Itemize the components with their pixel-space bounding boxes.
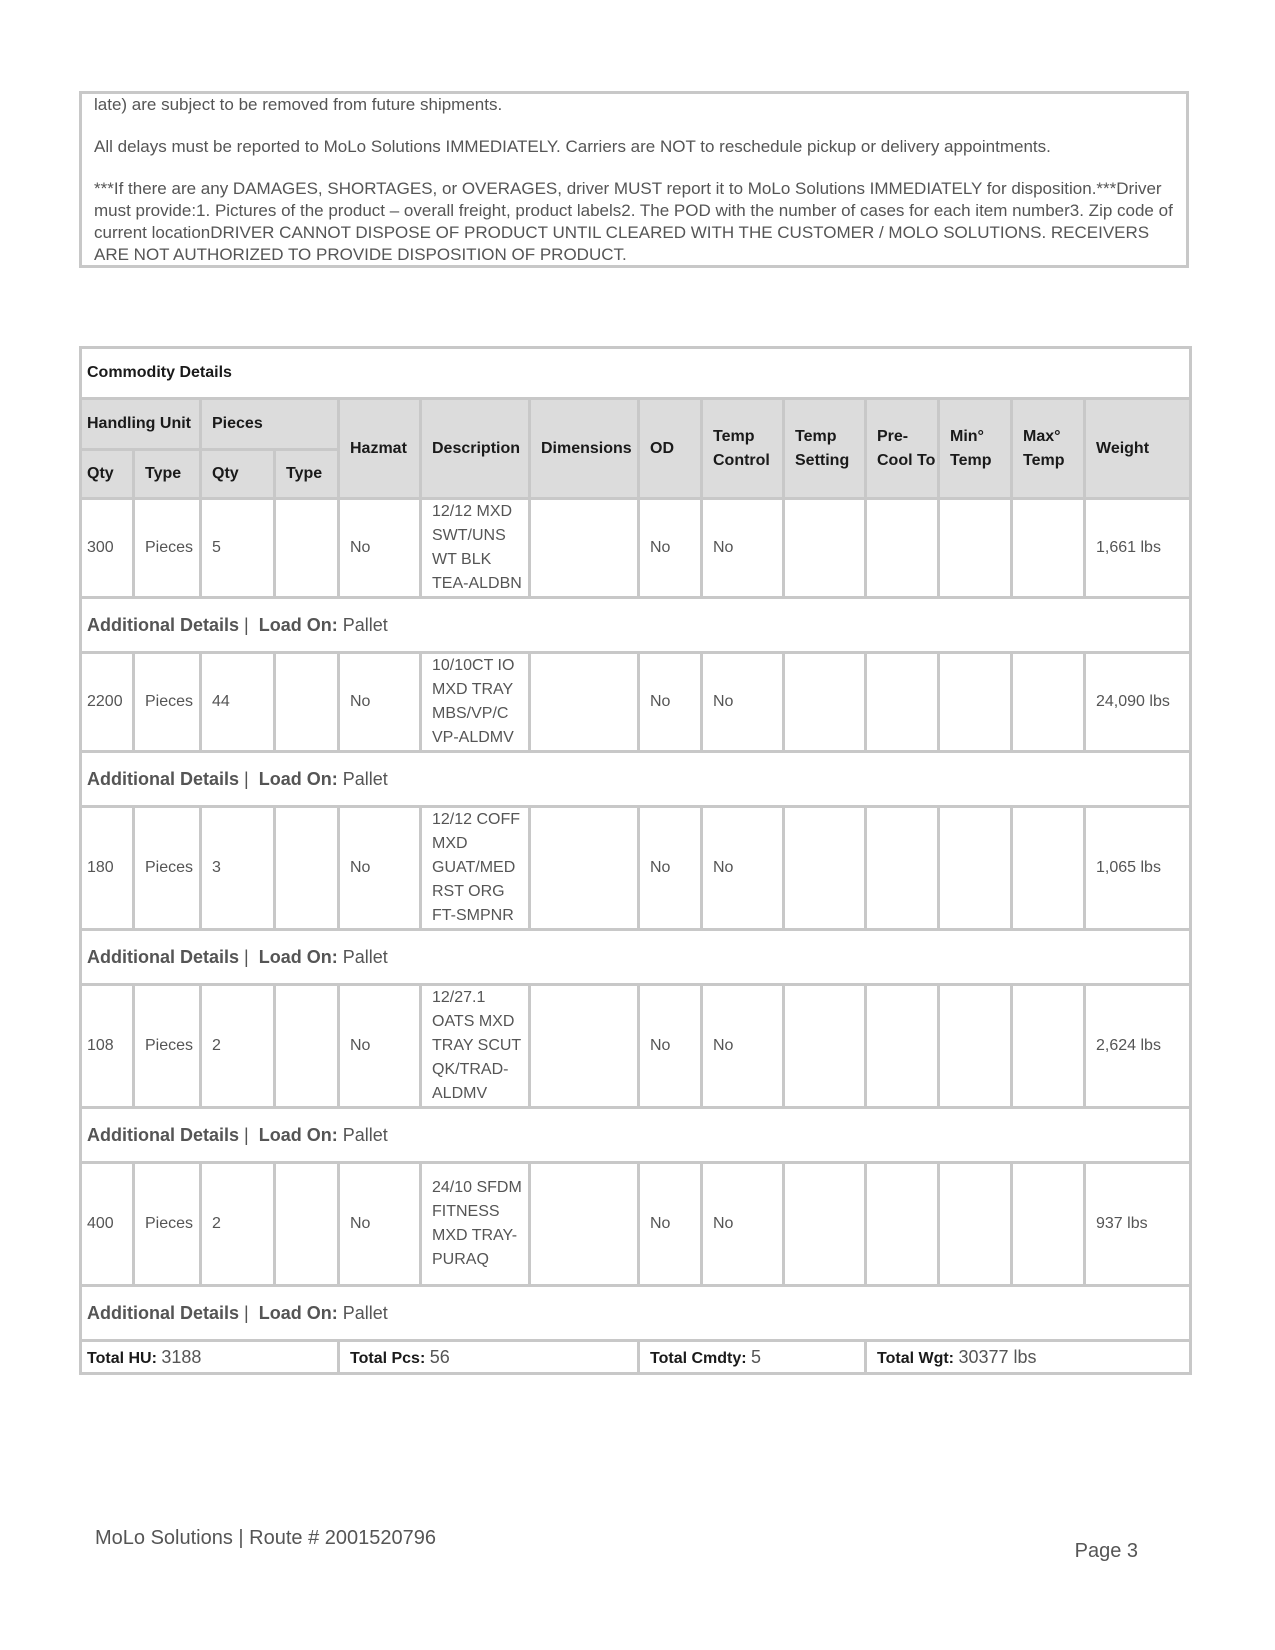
header-od: OD (639, 399, 702, 499)
cell-hu-type: Pieces (134, 985, 201, 1108)
commodity-row (81, 653, 1191, 752)
cell-temp-setting (784, 985, 866, 1108)
commodity-row (81, 807, 1191, 930)
total-hu-value: 3188 (161, 1346, 202, 1367)
load-on-value: Pallet (342, 1302, 388, 1323)
cell-description: 12/12 MXD SWT/UNS WT BLK TEA-ALDBN (421, 499, 530, 598)
cell-pcs-type (275, 499, 339, 598)
load-on-label: Load On: (258, 768, 338, 789)
additional-details-sep: | (244, 946, 249, 967)
cell-temp-control: No (702, 1163, 784, 1286)
additional-details-label: Additional Details (87, 946, 240, 967)
header-min-temp: Min° Temp (939, 399, 1012, 499)
total-pcs: Total Pcs: 56 (339, 1341, 639, 1374)
cell-hu-type: Pieces (134, 653, 201, 752)
cell-hazmat: No (339, 985, 421, 1108)
commodity-details-table (79, 346, 1192, 1375)
cell-pcs-type (275, 1163, 339, 1286)
additional-details-sep: | (244, 614, 249, 635)
header-pre-cool: Pre-Cool To (866, 399, 939, 499)
cell-hu-type: Pieces (134, 1163, 201, 1286)
cell-description: 12/27.1 OATS MXD TRAY SCUT QK/TRAD-ALDMV (421, 985, 530, 1108)
cell-temp-setting (784, 653, 866, 752)
cell-hazmat: No (339, 653, 421, 752)
cell-pcs-type (275, 807, 339, 930)
header-hazmat: Hazmat (339, 399, 421, 499)
cell-od: No (639, 653, 702, 752)
cell-pcs-qty: 44 (201, 653, 275, 752)
footer-page-number: Page 3 (1074, 1540, 1138, 1562)
cell-hu-qty: 180 (81, 807, 134, 930)
cell-temp-control: No (702, 499, 784, 598)
total-cmdty-value: 5 (751, 1346, 762, 1367)
load-on-label: Load On: (258, 1302, 338, 1323)
cell-weight: 1,661 lbs (1085, 499, 1191, 598)
additional-details-row (81, 1286, 1191, 1341)
header-pcs-type: Type (275, 450, 339, 499)
cell-dimensions (530, 985, 639, 1108)
cell-max-temp (1012, 1163, 1085, 1286)
header-hu-qty: Qty (81, 450, 134, 499)
cell-pcs-type (275, 985, 339, 1108)
commodity-row (81, 1163, 1191, 1286)
total-wgt: Total Wgt: 30377 lbs (866, 1341, 1191, 1374)
cell-pre-cool (866, 1163, 939, 1286)
cell-temp-control: No (702, 653, 784, 752)
cell-weight: 1,065 lbs (1085, 807, 1191, 930)
additional-details-row (81, 752, 1191, 807)
cell-dimensions (530, 807, 639, 930)
header-dimensions: Dimensions (530, 399, 639, 499)
cell-pcs-qty: 3 (201, 807, 275, 930)
header-weight: Weight (1085, 399, 1191, 499)
total-pcs-value: 56 (429, 1346, 450, 1367)
cell-weight: 24,090 lbs (1085, 653, 1191, 752)
load-on-label: Load On: (258, 1124, 338, 1145)
header-pieces: Pieces (201, 399, 339, 450)
cell-hu-type: Pieces (134, 499, 201, 598)
cell-temp-control: No (702, 807, 784, 930)
load-on-label: Load On: (258, 946, 338, 967)
header-hu-type: Type (134, 450, 201, 499)
commodity-details-title: Commodity Details (81, 348, 1191, 399)
cell-max-temp (1012, 499, 1085, 598)
cell-pcs-qty: 2 (201, 985, 275, 1108)
cell-hu-type: Pieces (134, 807, 201, 930)
cell-dimensions (530, 653, 639, 752)
cell-weight: 2,624 lbs (1085, 985, 1191, 1108)
cell-od: No (639, 985, 702, 1108)
cell-pre-cool (866, 653, 939, 752)
header-max-temp: Max° Temp (1012, 399, 1085, 499)
cell-hazmat: No (339, 499, 421, 598)
additional-details-label: Additional Details (87, 1124, 240, 1145)
cell-temp-control: No (702, 985, 784, 1108)
cell-pre-cool (866, 499, 939, 598)
cell-dimensions (530, 1163, 639, 1286)
additional-details-label: Additional Details (87, 768, 240, 789)
footer-route: MoLo Solutions | Route # 2001520796 (95, 1527, 437, 1549)
load-on-value: Pallet (342, 614, 388, 635)
cell-pcs-type (275, 653, 339, 752)
cell-temp-setting (784, 499, 866, 598)
cell-od: No (639, 499, 702, 598)
notice-box (79, 91, 1189, 268)
cell-temp-setting (784, 1163, 866, 1286)
header-temp-setting: Temp Setting (784, 399, 866, 499)
additional-details-label: Additional Details (87, 1302, 240, 1323)
notice-line-1: late) are subject to be removed from future shipments. (94, 95, 503, 114)
additional-details-row (81, 1108, 1191, 1163)
cell-hu-qty: 400 (81, 1163, 134, 1286)
cell-pre-cool (866, 807, 939, 930)
cell-min-temp (939, 1163, 1012, 1286)
cell-max-temp (1012, 653, 1085, 752)
cell-min-temp (939, 985, 1012, 1108)
cell-od: No (639, 1163, 702, 1286)
additional-details-sep: | (244, 768, 249, 789)
total-hu: Total HU: 3188 (81, 1341, 339, 1374)
load-on-value: Pallet (342, 768, 388, 789)
header-description: Description (421, 399, 530, 499)
cell-hazmat: No (339, 807, 421, 930)
total-wgt-value: 30377 lbs (958, 1346, 1037, 1367)
commodity-row (81, 985, 1191, 1108)
cell-min-temp (939, 653, 1012, 752)
additional-details-row (81, 598, 1191, 653)
notice-line-2: All delays must be reported to MoLo Solutions IMMEDIATELY. Carriers are NOT to reschedule pickup or delivery appointments. (94, 137, 1051, 156)
load-on-label: Load On: (258, 614, 338, 635)
cell-pre-cool (866, 985, 939, 1108)
additional-details-row (81, 930, 1191, 985)
cell-max-temp (1012, 807, 1085, 930)
cell-hazmat: No (339, 1163, 421, 1286)
load-on-value: Pallet (342, 946, 388, 967)
cell-od: No (639, 807, 702, 930)
header-pcs-qty: Qty (201, 450, 275, 499)
cell-max-temp (1012, 985, 1085, 1108)
cell-dimensions (530, 499, 639, 598)
total-cmdty: Total Cmdty: 5 (639, 1341, 866, 1374)
additional-details-label: Additional Details (87, 614, 240, 635)
notice-line-3: ***If there are any DAMAGES, SHORTAGES, or OVERAGES, driver MUST report it to MoLo Solutions IMMEDIATELY for disposition.***Driver must provide:1. Pictures of the product – overall freight, product labels2. The POD with the number of cases for each item number3. Zip code of current locationDRIVER CANNOT DISPOSE OF PRODUCT UNTIL CLEARED WITH THE CUSTOMER / MOLO SOLUTIONS. RECEIVERS ARE NOT AUTHORIZED TO PROVIDE DISPOSITION OF PRODUCT. (94, 179, 1173, 264)
cell-temp-setting (784, 807, 866, 930)
additional-details-sep: | (244, 1302, 249, 1323)
cell-hu-qty: 108 (81, 985, 134, 1108)
cell-hu-qty: 300 (81, 499, 134, 598)
cell-weight: 937 lbs (1085, 1163, 1191, 1286)
cell-min-temp (939, 499, 1012, 598)
header-temp-control: Temp Control (702, 399, 784, 499)
cell-pcs-qty: 5 (201, 499, 275, 598)
cell-description: 10/10CT IO MXD TRAY MBS/VP/C VP-ALDMV (421, 653, 530, 752)
cell-description: 24/10 SFDM FITNESS MXD TRAY-PURAQ (421, 1163, 530, 1286)
cell-pcs-qty: 2 (201, 1163, 275, 1286)
header-handling-unit: Handling Unit (81, 399, 201, 450)
cell-hu-qty: 2200 (81, 653, 134, 752)
cell-description: 12/12 COFF MXD GUAT/MED RST ORG FT-SMPNR (421, 807, 530, 930)
load-on-value: Pallet (342, 1124, 388, 1145)
additional-details-sep: | (244, 1124, 249, 1145)
commodity-row (81, 499, 1191, 598)
cell-min-temp (939, 807, 1012, 930)
